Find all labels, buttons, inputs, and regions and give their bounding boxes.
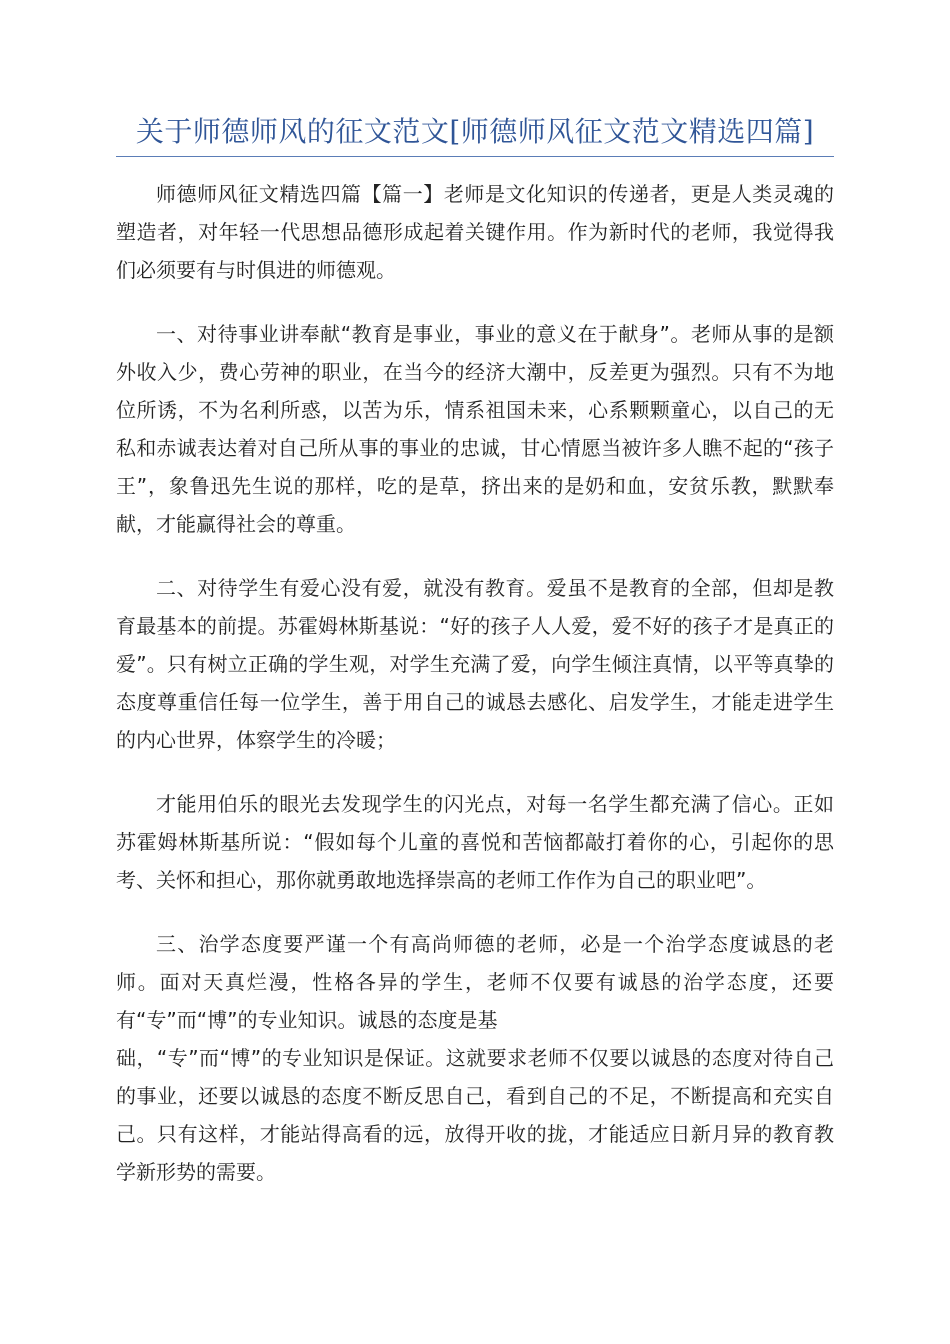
paragraph-5: 三、治学态度要严谨一个有高尚师德的老师，必是一个治学态度诚恳的老师。面对天真烂漫，性格各异的学生，老师不仅要有诚恳的治学态度，还要有“专”而“博”的专业知识。诚恳的态度是基 [116,932,834,1032]
document-body [116,175,834,1217]
paragraph-5-continued: 础，“专”而“博”的专业知识是保证。这就要求老师不仅要以诚恳的态度对待自己的事业，还要以诚恳的态度不断反思自己，看到自己的不足，不断提高和充实自己。只有这样，才能站得高看的远，放得开收的拢，才能适应日新月异的教育教学新形势的需要。 [116,1046,834,1184]
paragraph-3: 二、对待学生有爱心没有爱，就没有教育。爱虽不是教育的全部，但却是教育最基本的前提。苏霍姆林斯基说：“好的孩子人人爱，爱不好的孩子才是真正的爱”。只有树立正确的学生观，对学生充满了爱，向学生倾注真情，以平等真挚的态度尊重信任每一位学生，善于用自己的诚恳去感化、启发学生，才能走进学生的内心世界，体察学生的冷暖； [116,576,834,752]
document-title: 关于师德师风的征文范文[师德师风征文范文精选四篇] [135,115,815,148]
title-block [116,112,834,157]
paragraph-1: 师德师风征文精选四篇【篇一】老师是文化知识的传递者，更是人类灵魂的塑造者，对年轻一代思想品德形成起着关键作用。作为新时代的老师，我觉得我们必须要有与时俱进的师德观。 [116,182,834,282]
paragraph-4: 才能用伯乐的眼光去发现学生的闪光点，对每一名学生都充满了信心。正如苏霍姆林斯基所说：“假如每个儿童的喜悦和苦恼都敲打着你的心，引起你的思考、关怀和担心，那你就勇敢地选择崇高的老师工作作为自己的职业吧”。 [116,792,834,892]
paragraph-2: 一、对待事业讲奉献“教育是事业，事业的意义在于献身”。老师从事的是额外收入少，费心劳神的职业，在当今的经济大潮中，反差更为强烈。只有不为地位所诱，不为名利所惑，以苦为乐，情系祖国未来，心系颗颗童心，以自己的无私和赤诚表达着对自己所从事的事业的忠诚，甘心情愿当被许多人瞧不起的“孩子王”，象鲁迅先生说的那样，吃的是草，挤出来的是奶和血，安贫乐教，默默奉献，才能赢得社会的尊重。 [116,322,834,536]
